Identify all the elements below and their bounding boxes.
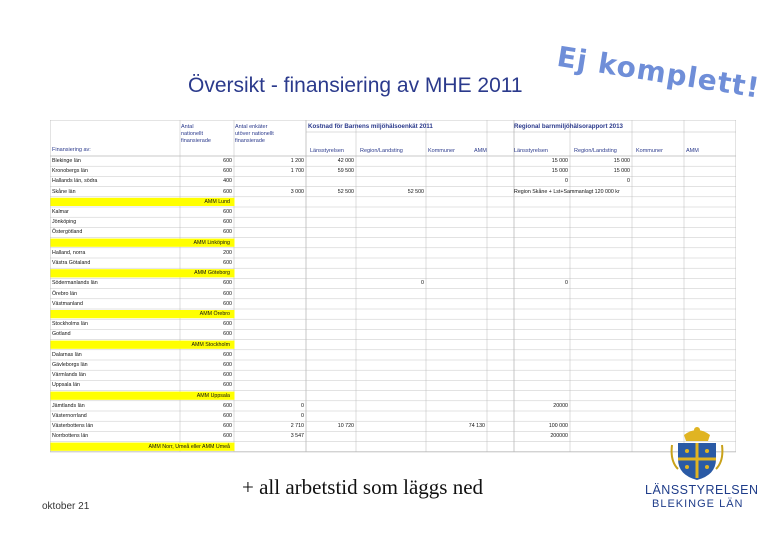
table-cell: Dalarnas län — [52, 351, 82, 358]
table-cell: 600 — [223, 168, 232, 175]
sub-header: Region/Landsting — [574, 148, 617, 154]
table-cell: Västernorrland — [52, 413, 87, 419]
table-cell: 200000 — [550, 433, 568, 440]
table-cell: AMM Göteborg — [194, 270, 230, 277]
table-cell: 1 700 — [290, 168, 304, 175]
table-cell: 600 — [223, 402, 232, 409]
table-cell: 52 500 — [337, 188, 354, 195]
table-cell: 0 — [421, 280, 424, 287]
table-cell: 600 — [223, 351, 232, 358]
sub-header: AMM — [686, 148, 699, 154]
table-cell: Västra Götaland — [52, 260, 91, 266]
table-cell: Örebro län — [52, 290, 78, 297]
table-cell: 600 — [223, 229, 232, 236]
sub-header: Kommuner — [428, 148, 455, 154]
table-cell: AMM Stockholm — [191, 341, 230, 348]
table-cell: 74 130 — [468, 423, 485, 430]
table-cell: 0 — [301, 413, 304, 419]
table-cell: Gävleborgs län — [52, 362, 88, 368]
table-cell: Stockholms län — [52, 321, 88, 328]
table-cell: Södermanlands län — [52, 280, 98, 287]
table-cell: AMM Norr, Umeå eller AMM Umeå — [148, 443, 230, 450]
table-cell: 600 — [223, 362, 232, 368]
table-cell: 15 000 — [551, 158, 568, 164]
col-a-header-3: finansierade — [181, 138, 211, 144]
table-cell: 600 — [223, 209, 232, 215]
working-time-note: + all arbetstid som läggs ned — [242, 475, 484, 499]
table-cell: AMM Lund — [204, 198, 230, 205]
table-cell: Skåne län — [52, 188, 76, 195]
table-cell: 600 — [223, 321, 232, 328]
table-cell: Region Skåne + Lst+Sammanlagt 120 000 kr — [514, 188, 620, 195]
col-a-header-1: Antal — [181, 124, 194, 130]
table-cell: 600 — [223, 413, 232, 419]
table-cell: 3 547 — [290, 433, 304, 440]
brand-name: LÄNSSTYRELSEN — [645, 483, 759, 497]
table-cell: 0 — [565, 178, 568, 185]
brand-county: BLEKINGE LÄN — [652, 498, 744, 510]
coat-of-arms-icon — [670, 425, 724, 481]
slide-date: oktober 21 — [42, 501, 90, 512]
table-cell: AMM Linköping — [193, 239, 230, 246]
table-cell: Östergötland — [52, 229, 83, 236]
table-cell: 600 — [223, 300, 232, 307]
table-cell: 600 — [223, 423, 232, 430]
table-cell: 600 — [223, 188, 232, 195]
table-cell: Norrbottens län — [52, 433, 89, 440]
table-cell: 600 — [223, 290, 232, 297]
table-cell: 600 — [223, 382, 232, 389]
table-cell: Jönköping — [52, 219, 77, 226]
group-header-survey: Kostnad för Barnens miljöhälsoenkät 2011 — [308, 123, 433, 130]
table-cell: 200 — [223, 249, 232, 256]
group-header-report: Regional barnmiljöhälsorapport 2013 — [514, 123, 623, 130]
table-cell: Uppsala län — [52, 382, 80, 389]
table-cell: 0 — [627, 178, 630, 185]
table-cell: 20000 — [553, 402, 568, 409]
table-cell: 600 — [223, 433, 232, 440]
sub-header: AMM — [474, 148, 487, 154]
table-cell: 600 — [223, 260, 232, 266]
table-cell: Jämtlands län — [52, 402, 85, 409]
table-cell: 2 710 — [290, 423, 304, 430]
table-cell: 59 500 — [337, 168, 354, 175]
slide-title: Översikt - finansiering av MHE 2011 — [188, 74, 523, 97]
table-cell: 0 — [301, 402, 304, 409]
table-cell: Halland, norra — [52, 249, 86, 256]
row-header: Finansiering av: — [52, 147, 91, 153]
table-cell: 100 000 — [548, 423, 568, 430]
col-b-header-1: Antal enkäter — [235, 124, 268, 130]
table-cell: 0 — [565, 280, 568, 287]
spreadsheet-grid — [50, 120, 736, 455]
table-cell: 15 000 — [551, 168, 568, 175]
table-cell: Västerbottens län — [52, 423, 94, 430]
table-cell: AMM Uppsala — [196, 392, 230, 399]
incomplete-stamp: Ej komplett! — [554, 40, 763, 105]
table-cell: 400 — [223, 178, 232, 185]
col-b-header-2: utöver nationellt — [235, 131, 274, 137]
table-cell: Gotland — [52, 331, 71, 338]
table-cell: 600 — [223, 158, 232, 164]
table-cell: Värmlands län — [52, 372, 86, 379]
col-a-header-2: nationellt — [181, 131, 204, 137]
table-cell: 600 — [223, 219, 232, 226]
table-cell: 600 — [223, 331, 232, 338]
table-cell: Hallands län, södra — [52, 178, 98, 185]
financing-spreadsheet — [50, 120, 736, 455]
table-cell: Kronobergs län — [52, 168, 88, 175]
table-cell: AMM Örebro — [199, 311, 230, 317]
table-cell: Blekinge län — [52, 158, 81, 164]
sub-header: Kommuner — [636, 148, 663, 154]
table-cell: 52 500 — [407, 188, 424, 195]
sub-header: Länsstyrelsen — [514, 148, 548, 154]
table-cell: 600 — [223, 372, 232, 379]
sub-header: Länsstyrelsen — [310, 148, 344, 154]
table-cell: 15 000 — [613, 158, 630, 164]
table-cell: 42 000 — [337, 158, 354, 164]
table-cell: Kalmar — [52, 209, 69, 215]
table-cell: 3 000 — [290, 188, 304, 195]
table-cell: 600 — [223, 280, 232, 287]
col-b-header-3: finansierade — [235, 138, 265, 144]
table-cell: 15 000 — [613, 168, 630, 175]
table-cell: 10 720 — [337, 423, 354, 430]
table-cell: Västmanland — [52, 300, 83, 307]
sub-header: Region/Landsting — [360, 148, 403, 154]
table-cell: 1 200 — [290, 158, 304, 164]
